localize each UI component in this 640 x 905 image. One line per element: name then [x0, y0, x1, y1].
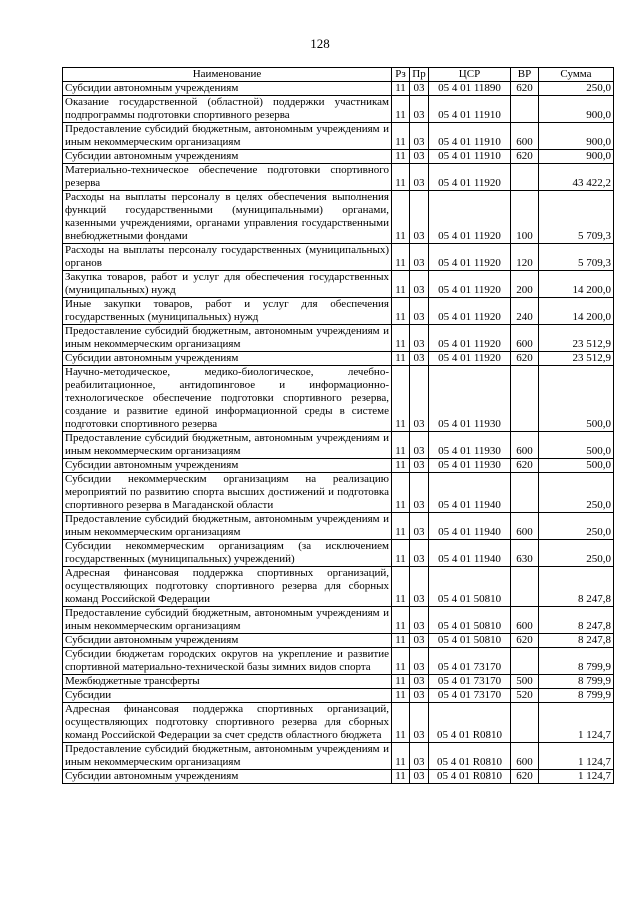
- cell-csr: 05 4 01 73170: [429, 675, 511, 689]
- cell-csr: 05 4 01 50810: [429, 634, 511, 648]
- cell-name: Субсидии некоммерческим организациям (за исключением государственных (муниципальных) учреждений): [63, 540, 392, 567]
- cell-sum: 900,0: [539, 150, 614, 164]
- cell-vr: 100: [511, 191, 539, 244]
- table-row: [63, 513, 614, 540]
- cell-csr: 05 4 01 11920: [429, 271, 511, 298]
- cell-pr: 03: [410, 513, 429, 540]
- cell-pr: 03: [410, 352, 429, 366]
- table-row: [63, 432, 614, 459]
- cell-vr: [511, 164, 539, 191]
- table-row: [63, 648, 614, 675]
- header-pr: Пр: [410, 68, 429, 82]
- cell-pr: 03: [410, 150, 429, 164]
- header-name: Наименование: [63, 68, 392, 82]
- cell-name: Расходы на выплаты персоналу государственных (муниципальных) органов: [63, 244, 392, 271]
- cell-pr: 03: [410, 96, 429, 123]
- cell-rz: 11: [392, 325, 410, 352]
- cell-csr: 05 4 01 11910: [429, 123, 511, 150]
- cell-name: Предоставление субсидий бюджетным, автономным учреждениям и иным некоммерческим организациям: [63, 432, 392, 459]
- cell-pr: 03: [410, 703, 429, 743]
- cell-csr: 05 4 01 11930: [429, 366, 511, 432]
- cell-csr: 05 4 01 11910: [429, 150, 511, 164]
- table-row: [63, 150, 614, 164]
- cell-pr: 03: [410, 770, 429, 784]
- cell-sum: 23 512,9: [539, 325, 614, 352]
- table-row: [63, 540, 614, 567]
- cell-rz: 11: [392, 540, 410, 567]
- table-row: [63, 352, 614, 366]
- cell-csr: 05 4 01 11930: [429, 459, 511, 473]
- cell-sum: 250,0: [539, 513, 614, 540]
- table-row: [63, 298, 614, 325]
- cell-vr: 200: [511, 271, 539, 298]
- cell-csr: 05 4 01 11940: [429, 540, 511, 567]
- cell-sum: 23 512,9: [539, 352, 614, 366]
- cell-csr: 05 4 01 R0810: [429, 703, 511, 743]
- cell-rz: 11: [392, 648, 410, 675]
- cell-vr: 630: [511, 540, 539, 567]
- cell-rz: 11: [392, 459, 410, 473]
- cell-name: Адресная финансовая поддержка спортивных организаций, осуществляющих подготовку спортивного резерва для сборных команд Российской Федерации за счет средств областного бюджета: [63, 703, 392, 743]
- table-body: [63, 82, 614, 784]
- table-row: [63, 634, 614, 648]
- cell-name: Предоставление субсидий бюджетным, автономным учреждениям и иным некоммерческим организациям: [63, 743, 392, 770]
- cell-vr: 620: [511, 82, 539, 96]
- cell-sum: 8 799,9: [539, 689, 614, 703]
- header-rz: Рз: [392, 68, 410, 82]
- cell-sum: 5 709,3: [539, 244, 614, 271]
- cell-rz: 11: [392, 352, 410, 366]
- cell-pr: 03: [410, 675, 429, 689]
- cell-vr: 620: [511, 150, 539, 164]
- table-row: [63, 96, 614, 123]
- table-row: [63, 164, 614, 191]
- cell-sum: 250,0: [539, 82, 614, 96]
- cell-vr: [511, 96, 539, 123]
- cell-sum: 14 200,0: [539, 271, 614, 298]
- cell-rz: 11: [392, 770, 410, 784]
- cell-sum: 5 709,3: [539, 191, 614, 244]
- table-row: [63, 271, 614, 298]
- cell-rz: 11: [392, 96, 410, 123]
- cell-pr: 03: [410, 689, 429, 703]
- cell-name: Субсидии бюджетам городских округов на укрепление и развитие спортивной материально-технической базы зимних видов спорта: [63, 648, 392, 675]
- header-vr: ВР: [511, 68, 539, 82]
- cell-vr: 600: [511, 432, 539, 459]
- cell-sum: 900,0: [539, 123, 614, 150]
- cell-csr: 05 4 01 11890: [429, 82, 511, 96]
- cell-name: Закупка товаров, работ и услуг для обеспечения государственных (муниципальных) нужд: [63, 271, 392, 298]
- cell-vr: 600: [511, 325, 539, 352]
- table-row: [63, 244, 614, 271]
- cell-rz: 11: [392, 298, 410, 325]
- cell-csr: 05 4 01 73170: [429, 689, 511, 703]
- cell-pr: 03: [410, 244, 429, 271]
- cell-name: Субсидии автономным учреждениям: [63, 352, 392, 366]
- cell-vr: 620: [511, 352, 539, 366]
- table-row: [63, 82, 614, 96]
- cell-name: Предоставление субсидий бюджетным, автономным учреждениям и иным некоммерческим организациям: [63, 123, 392, 150]
- cell-vr: 600: [511, 513, 539, 540]
- cell-pr: 03: [410, 473, 429, 513]
- table-row: [63, 567, 614, 607]
- cell-rz: 11: [392, 513, 410, 540]
- cell-vr: 600: [511, 743, 539, 770]
- cell-csr: 05 4 01 50810: [429, 567, 511, 607]
- cell-sum: 500,0: [539, 432, 614, 459]
- cell-rz: 11: [392, 689, 410, 703]
- cell-name: Научно-методическое, медико-биологическое, лечебно-реабилитационное, антидопинговое и информационно-технологическое обеспечение подготовки спортивного резерва, создание и развитие единой информационной среды в системе подготовки спортивного резерва: [63, 366, 392, 432]
- cell-rz: 11: [392, 607, 410, 634]
- cell-sum: 8 247,8: [539, 567, 614, 607]
- table-row: [63, 770, 614, 784]
- cell-csr: 05 4 01 11920: [429, 352, 511, 366]
- cell-rz: 11: [392, 473, 410, 513]
- cell-vr: 120: [511, 244, 539, 271]
- cell-vr: [511, 473, 539, 513]
- cell-vr: [511, 703, 539, 743]
- cell-pr: 03: [410, 366, 429, 432]
- cell-name: Субсидии некоммерческим организациям на реализацию мероприятий по развитию спорта высших достижений и подготовка спортивного резерва в Магаданской области: [63, 473, 392, 513]
- cell-vr: 600: [511, 607, 539, 634]
- cell-rz: 11: [392, 191, 410, 244]
- cell-csr: 05 4 01 11940: [429, 473, 511, 513]
- table-row: [63, 123, 614, 150]
- cell-sum: 500,0: [539, 459, 614, 473]
- page-number: 128: [310, 36, 330, 51]
- table-header-row: [63, 68, 614, 82]
- cell-name: Оказание государственной (областной) поддержки участникам подпрограммы подготовки спортивного резерва: [63, 96, 392, 123]
- table-row: [63, 607, 614, 634]
- cell-pr: 03: [410, 540, 429, 567]
- cell-vr: 620: [511, 634, 539, 648]
- cell-name: Иные закупки товаров, работ и услуг для обеспечения государственных (муниципальных) нужд: [63, 298, 392, 325]
- cell-name: Субсидии автономным учреждениям: [63, 634, 392, 648]
- cell-csr: 05 4 01 R0810: [429, 770, 511, 784]
- cell-vr: 620: [511, 770, 539, 784]
- cell-vr: [511, 648, 539, 675]
- cell-name: Материально-техническое обеспечение подготовки спортивного резерва: [63, 164, 392, 191]
- cell-name: Субсидии автономным учреждениям: [63, 82, 392, 96]
- cell-sum: 8 247,8: [539, 607, 614, 634]
- cell-name: Субсидии автономным учреждениям: [63, 770, 392, 784]
- cell-rz: 11: [392, 82, 410, 96]
- cell-rz: 11: [392, 244, 410, 271]
- cell-rz: 11: [392, 567, 410, 607]
- cell-csr: 05 4 01 11920: [429, 325, 511, 352]
- cell-rz: 11: [392, 634, 410, 648]
- cell-csr: 05 4 01 11920: [429, 164, 511, 191]
- table-row: [63, 191, 614, 244]
- cell-pr: 03: [410, 82, 429, 96]
- table-row: [63, 473, 614, 513]
- cell-name: Адресная финансовая поддержка спортивных организаций, осуществляющих подготовку спортивного резерва для сборных команд Российской Федерации: [63, 567, 392, 607]
- cell-sum: 8 799,9: [539, 648, 614, 675]
- cell-csr: 05 4 01 11910: [429, 96, 511, 123]
- cell-rz: 11: [392, 675, 410, 689]
- cell-name: Субсидии автономным учреждениям: [63, 459, 392, 473]
- cell-vr: 500: [511, 675, 539, 689]
- cell-sum: 43 422,2: [539, 164, 614, 191]
- cell-vr: 600: [511, 123, 539, 150]
- cell-vr: [511, 567, 539, 607]
- header-csr: ЦСР: [429, 68, 511, 82]
- cell-rz: 11: [392, 743, 410, 770]
- cell-rz: 11: [392, 432, 410, 459]
- cell-rz: 11: [392, 271, 410, 298]
- cell-name: Межбюджетные трансферты: [63, 675, 392, 689]
- cell-rz: 11: [392, 150, 410, 164]
- table-row: [63, 703, 614, 743]
- cell-vr: 520: [511, 689, 539, 703]
- cell-pr: 03: [410, 432, 429, 459]
- cell-pr: 03: [410, 459, 429, 473]
- cell-csr: 05 4 01 11940: [429, 513, 511, 540]
- cell-csr: 05 4 01 73170: [429, 648, 511, 675]
- table-row: [63, 689, 614, 703]
- cell-vr: 240: [511, 298, 539, 325]
- cell-sum: 250,0: [539, 473, 614, 513]
- cell-pr: 03: [410, 567, 429, 607]
- cell-name: Предоставление субсидий бюджетным, автономным учреждениям и иным некоммерческим организациям: [63, 513, 392, 540]
- cell-name: Расходы на выплаты персоналу в целях обеспечения выполнения функций государственными (муниципальными) органами, казенными учреждениями, органами управления государственными внебюджетными фондами: [63, 191, 392, 244]
- table-row: [63, 366, 614, 432]
- cell-name: Предоставление субсидий бюджетным, автономным учреждениям и иным некоммерческим организациям: [63, 607, 392, 634]
- cell-vr: 620: [511, 459, 539, 473]
- cell-sum: 8 799,9: [539, 675, 614, 689]
- cell-pr: 03: [410, 191, 429, 244]
- cell-pr: 03: [410, 271, 429, 298]
- cell-csr: 05 4 01 11920: [429, 298, 511, 325]
- cell-pr: 03: [410, 325, 429, 352]
- cell-sum: 250,0: [539, 540, 614, 567]
- cell-sum: 1 124,7: [539, 703, 614, 743]
- cell-sum: 8 247,8: [539, 634, 614, 648]
- cell-csr: 05 4 01 11920: [429, 244, 511, 271]
- cell-pr: 03: [410, 298, 429, 325]
- header-sum: Сумма: [539, 68, 614, 82]
- cell-rz: 11: [392, 366, 410, 432]
- cell-name: Субсидии автономным учреждениям: [63, 150, 392, 164]
- cell-pr: 03: [410, 648, 429, 675]
- cell-sum: 500,0: [539, 366, 614, 432]
- table-row: [63, 459, 614, 473]
- cell-name: Субсидии: [63, 689, 392, 703]
- table-row: [63, 743, 614, 770]
- cell-pr: 03: [410, 164, 429, 191]
- cell-rz: 11: [392, 164, 410, 191]
- cell-csr: 05 4 01 50810: [429, 607, 511, 634]
- cell-vr: [511, 366, 539, 432]
- table-row: [63, 325, 614, 352]
- cell-pr: 03: [410, 634, 429, 648]
- cell-sum: 1 124,7: [539, 743, 614, 770]
- cell-csr: 05 4 01 11920: [429, 191, 511, 244]
- cell-sum: 900,0: [539, 96, 614, 123]
- cell-pr: 03: [410, 743, 429, 770]
- cell-pr: 03: [410, 123, 429, 150]
- cell-csr: 05 4 01 R0810: [429, 743, 511, 770]
- cell-rz: 11: [392, 703, 410, 743]
- cell-csr: 05 4 01 11930: [429, 432, 511, 459]
- cell-sum: 14 200,0: [539, 298, 614, 325]
- cell-rz: 11: [392, 123, 410, 150]
- table-row: [63, 675, 614, 689]
- cell-sum: 1 124,7: [539, 770, 614, 784]
- budget-table: [62, 67, 614, 784]
- cell-name: Предоставление субсидий бюджетным, автономным учреждениям и иным некоммерческим организациям: [63, 325, 392, 352]
- cell-pr: 03: [410, 607, 429, 634]
